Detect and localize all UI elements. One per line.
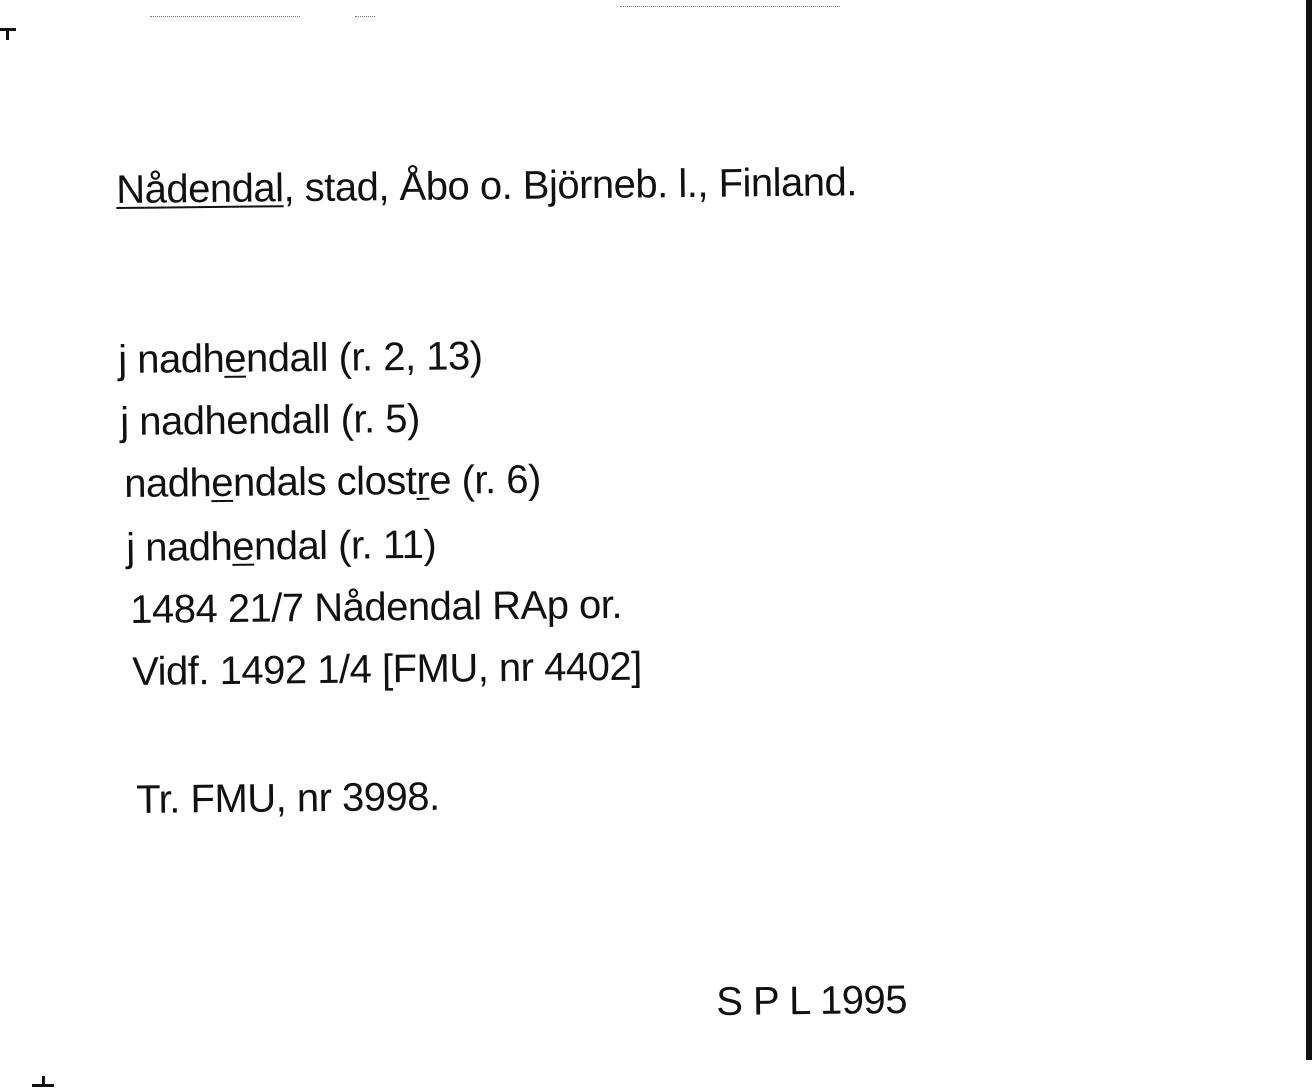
- corner-mark-top-left-v: [6, 28, 9, 40]
- scan-dots-right: [620, 6, 840, 8]
- source-line-1: 1484 21/7 Nådendal RAp or.: [129, 582, 623, 632]
- heading-rest: , stad, Åbo o. Björneb. l., Finland.: [283, 160, 858, 211]
- scan-dots-left: [150, 16, 300, 18]
- card-right-border: [1306, 0, 1312, 1060]
- form-line-2: j nadhendall (r. 5): [119, 396, 421, 444]
- corner-mark-bottom-left-v: [42, 1076, 45, 1086]
- card-heading: [116, 162, 857, 210]
- source-line-2: Vidf. 1492 1/4 [FMU, nr 4402]: [131, 644, 642, 694]
- signature-year: S P L 1995: [715, 978, 908, 1024]
- scan-dots-mid: [355, 16, 375, 18]
- form-line-3: nadhendals clostre (r. 6): [123, 457, 542, 506]
- transcript-reference: Tr. FMU, nr 3998.: [135, 774, 440, 822]
- form-line-1: j nadhendall (r. 2, 13): [117, 334, 483, 382]
- place-name: Nådendal: [115, 166, 284, 212]
- form-line-4: j nadhendal (r. 11): [125, 522, 437, 570]
